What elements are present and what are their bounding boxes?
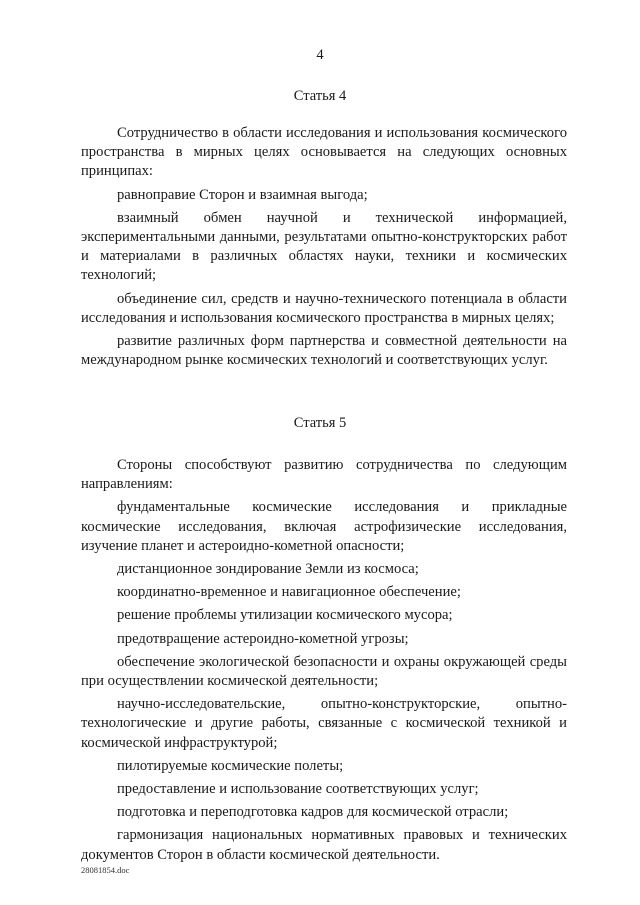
article-4-heading: Статья 4 — [293, 88, 347, 104]
article-5-paragraph: координатно-временное и навигационное обеспечение; — [117, 584, 461, 601]
footer-filename: 28081854.doc — [81, 865, 130, 875]
article-4-paragraph: объединение сил, средств и научно-технического потенциала в области исследования и использования космического пространства в мирных целях; — [81, 290, 567, 326]
article-5-paragraph: дистанционное зондирование Земли из космоса; — [117, 561, 419, 578]
article-4-paragraph: развитие различных форм партнерства и совместной деятельности на международном рынке космических технологий и соответствующих услуг. — [81, 333, 567, 369]
article-4-paragraph: Сотрудничество в области исследования и использования космического пространства в мирных целях основывается на следующих основных принципах: — [81, 125, 567, 180]
article-5-paragraph: пилотируемые космические полеты; — [117, 757, 344, 774]
article-5-paragraph: предотвращение астероидно-кометной угрозы; — [117, 630, 409, 647]
article-4-body — [81, 124, 567, 374]
article-5-paragraph: предоставление и использование соответствующих услуг; — [117, 781, 479, 798]
page-number: 4 — [316, 47, 324, 63]
article-5-paragraph: подготовка и переподготовка кадров для космической отрасли; — [117, 804, 509, 821]
article-5-paragraph: научно-исследовательские, опытно-конструкторские, опытно-технологические и другие работы, связанные с космической техникой и космической инфраструктурой; — [81, 696, 567, 751]
article-5-heading: Статья 5 — [293, 415, 347, 431]
article-5-paragraph: Стороны способствуют развитию сотрудничества по следующим направлениям: — [81, 457, 567, 493]
article-5-paragraph: обеспечение экологической безопасности и охраны окружающей среды при осуществлении космической деятельности; — [81, 653, 567, 690]
article-5-paragraph: гармонизация национальных нормативных правовых и технических документов Сторон в области космической деятельности. — [81, 827, 567, 863]
article-5-paragraph: решение проблемы утилизации космического мусора; — [117, 607, 453, 624]
article-4-paragraph: равноправие Сторон и взаимная выгода; — [117, 186, 368, 203]
article-5-paragraph: фундаментальные космические исследования и прикладные космические исследования, включая астрофизические исследования, изучение планет и астероидно-кометной опасности; — [81, 499, 567, 554]
article-4-paragraph: взаимный обмен научной и технической информацией, экспериментальными данными, результатами опытно-конструкторских работ и материалами в различных областях науки, техники и космических технологий; — [81, 209, 567, 284]
article-5-body — [81, 456, 567, 869]
